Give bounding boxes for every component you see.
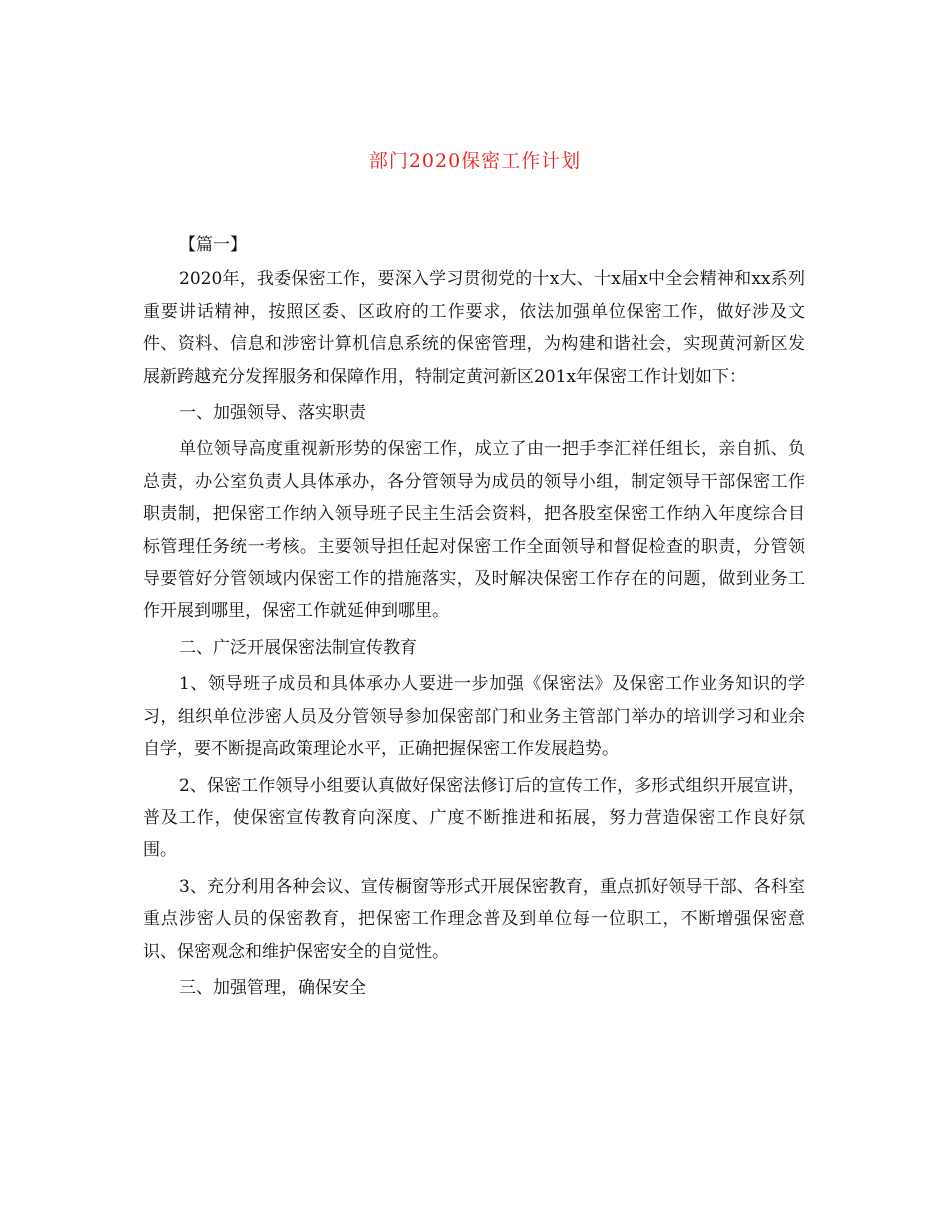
- document-body: [143, 229, 805, 1004]
- body-paragraph: 1、领导班子成员和具体承办人要进一步加强《保密法》及保密工作业务知识的学习，组织单位涉密人员及分管领导参加保密部门和业务主管部门举办的培训学习和业余自学，要不断提高政策理论水平，正确把握保密工作发展趋势。: [143, 674, 805, 760]
- body-paragraph: 单位领导高度重视新形势的保密工作，成立了由一把手李汇祥任组长，亲自抓、负总责，办公室负责人具体承办，各分管领导为成员的领导小组，制定领导干部保密工作职责制，把保密工作纳入领导班子民主生活会资料，把各股室保密工作纳入年度综合目标管理任务统一考核。主要领导担任起对保密工作全面领导和督促检查的职责，分管领导要管好分管领域内保密工作的措施落实，及时解决保密工作存在的问题，做到业务工作开展到哪里，保密工作就延伸到哪里。: [143, 439, 805, 622]
- section-label: 【篇一】: [179, 235, 247, 255]
- section-heading: 二、广泛开展保密法制宣传教育: [179, 637, 417, 658]
- section-heading: 一、加强领导、落实职责: [179, 403, 366, 424]
- body-paragraph: 3、充分利用各种会议、宣传橱窗等形式开展保密教育，重点抓好领导干部、各科室重点涉密人员的保密教育，把保密工作理念普及到单位每一位职工，不断增强保密意识、保密观念和维护保密安全的自觉性。: [143, 876, 805, 962]
- intro-paragraph: 2020年，我委保密工作，要深入学习贯彻党的十x大、十x届x中全会精神和xx系列重要讲话精神，按照区委、区政府的工作要求，依法加强单位保密工作，做好涉及文件、资料、信息和涉密计算机信息系统的保密管理，为构建和谐社会，实现黄河新区发展新跨越充分发挥服务和保障作用，特制定黄河新区201x年保密工作计划如下：: [143, 269, 805, 387]
- document-title: 部门2020保密工作计划: [368, 150, 582, 172]
- body-paragraph: 2、保密工作领导小组要认真做好保密法修订后的宣传工作，多形式组织开展宣讲，普及工作，使保密宣传教育向深度、广度不断推进和拓展，努力营造保密工作良好氛围。: [143, 775, 805, 861]
- section-heading: 三、加强管理，确保安全: [179, 977, 366, 998]
